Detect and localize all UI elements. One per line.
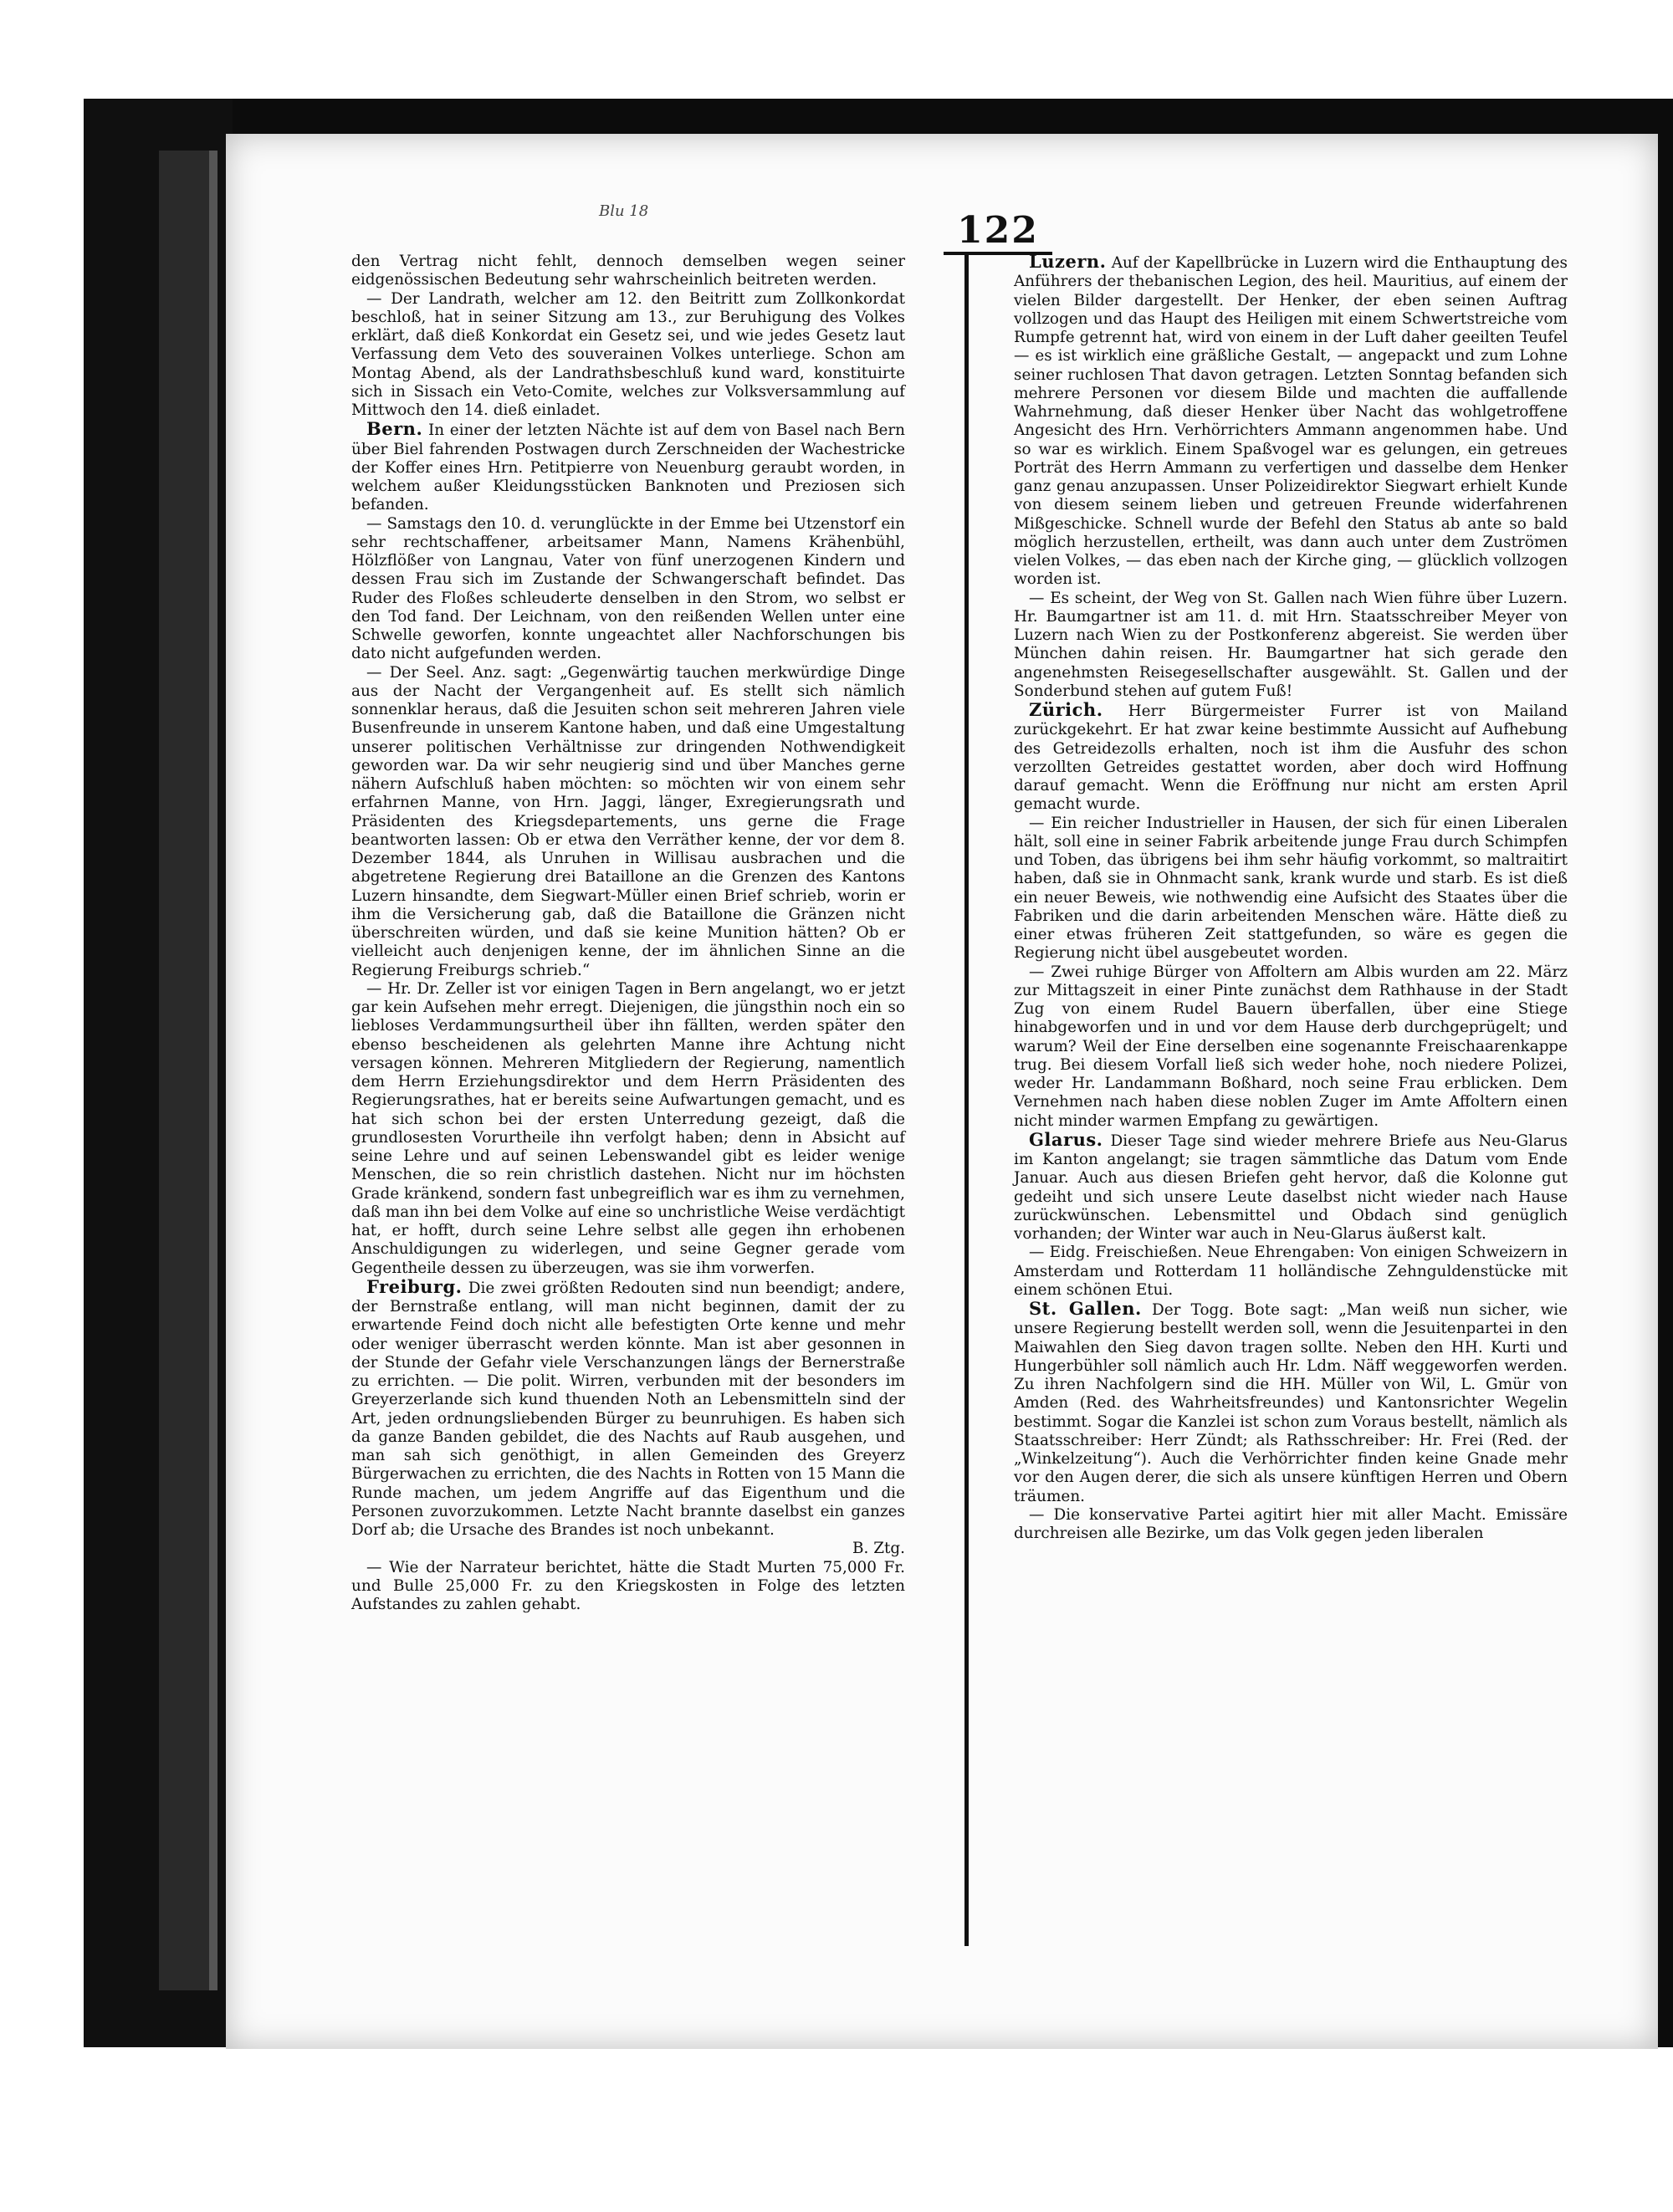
article-text: Dieser Tage sind wieder mehrere Briefe aus Neu-Glarus im Kanton angelangt; sie tragen sämmtliche das Datum vom Ende Januar. Auch aus diesen Briefen geht hervor, daß die Kolonne gut gedeiht und sich unsere Leute daselbst nicht wieder nach Hause zurückwünschen. Lebensmittel und Obdach sind genüglich vorhanden; der Winter war auch in Neu-Glarus äußerst kalt. <box>1014 1132 1568 1243</box>
news-item <box>351 1559 905 1615</box>
article-text: Auf der Kapellbrücke in Luzern wird die Enthauptung des Anführers der thebanischen Legion, des heil. Mauritius, auf einem der vielen Bilder dargestellt. Der Henker, der eben seinen Auftrag vollzogen und das Haupt des Heiligen mit einem Schwertstreiche vom Rumpfe getrennt hat, wird von einem in der Luft daher geeilten Teufel — es ist wirklich eine gräßliche Gestalt, — angepackt und zum Lohne seiner ruchlosen That davon getragen. Letzten Sonntag befanden sich mehrere Personen vor diesem Bilde und machten die auffallende Wahrnehmung, daß dieser Henker über Nacht das wohlgetroffene Angesicht des Hrn. Verhörrichters Ammann angenommen habe. Und so war es wirklich. Einem Spaßvogel war es gelungen, ein getreues Porträt des Herrn Ammann zu verfertigen und dasselbe dem Henker ganz genau anzupassen. Unser Polizeidirektor Siegwart erhielt Kunde von diesem seinem lieben und getreuen Freunde widerfahrenen Mißgeschicke. Schnell wurde der Befehl den Status ab ante so bald möglich herzustellen, ertheilt, was dann auch unter dem Zuströmen vielen Volkes, — das eben nach der Kirche ging, — glücklich vollzogen worden ist. <box>1014 254 1568 589</box>
news-item <box>1014 963 1568 1131</box>
article-text: — Es scheint, der Weg von St. Gallen nach Wien führe über Luzern. Hr. Baumgartner ist am 11. d. mit Hrn. Staatsschreiber Meyer von Luzern nach Wien zu der Postkonferenz abgereist. Sie werden über München dahin reisen. Hr. Baumgartner hat sich gerade den angenehmsten Reisegesellschafter ausgewählt. St. Gallen und der Sonderbund stehen auf gutem Fuß! <box>1014 589 1568 700</box>
news-item <box>1014 1506 1568 1544</box>
news-item <box>351 515 905 664</box>
place-heading: Glarus. <box>1029 1128 1103 1150</box>
news-item-dateline <box>1014 1300 1568 1506</box>
news-item <box>1014 590 1568 702</box>
book-edge <box>159 151 217 1990</box>
article-text: Herr Bürgermeister Furrer ist von Mailand zurückgekehrt. Er hat zwar keine bestimmte Aussicht auf Aufhebung des Getreidezolls erhalten, noch ist ihm die Ausfuhr des schon verzollten Getreides gestattet worden, aber doch wird Hoffnung darauf gemacht. Wenn die Eröffnung nur nicht am ersten April gemacht wurde. <box>1014 702 1568 814</box>
news-item <box>351 290 905 421</box>
news-item-dateline <box>1014 1128 1568 1244</box>
news-item-dateline <box>351 1275 905 1540</box>
scan-border-right <box>1658 99 1673 2047</box>
article-text: — Hr. Dr. Zeller ist vor einigen Tagen in Bern angelangt, wo er jetzt gar kein Aufsehen mehr erregt. Diejenigen, die jüngsthin noch ein so liebloses Verdammungsurtheil über ihn fällten, werden später den ebenso bescheidenen als gelehrten Manne ihre Achtung nicht versagen können. Mehreren Mitgliedern der Regierung, namentlich dem Herrn Erziehungsdirektor und dem Herrn Präsidenten des Regierungsrathes, hat er bereits seine Aufwartungen gemacht, und es hat sich schon bei der ersten Unterredung gezeigt, daß die grundlosesten Vorurtheile ihn verfolgt haben; denn in Absicht auf seine Lehre und auf seinen Lebenswandel gibt es leider wenige Menschen, die so rein christlich dastehen. Nicht nur im höchsten Grade kränkend, sondern fast unbegreiflich war es ihm zu vernehmen, daß man ihn bei dem Volke auf eine so unchristliche Weise verdächtigt hat, er hofft, durch seine Lehre selbst alle gegen ihn erhobenen Anschuldigungen zu widerlegen, und seine Gegner gerade vom Gegentheile dessen zu überzeugen, was sie ihm vorwerfen. <box>351 979 905 1277</box>
article-text: den Vertrag nicht fehlt, dennoch demselben wegen seiner eidgenössischen Bedeutung sehr wahrscheinlich beitreten werden. <box>351 253 905 289</box>
article-text: Die zwei größten Redouten sind nun beendigt; andere, der Bernstraße entlang, will man nicht beginnen, damit der zu erwartende Feind doch nicht alle befestigten Orte kenne und mehr oder weniger überrascht werden könnte. Man ist aber gesonnen in der Stunde der Gefahr viele Verschanzungen längs der Bernerstraße zu errichten. — Die polit. Wirren, verbunden mit der besonders im Greyerzerlande sich kund thuenden Noth an Lebensmitteln sind der Art, jeden ordnungsliebenden Bürger zu beunruhigen. Es haben sich da ganze Banden gebildet, die des Nachts auf Raub ausgehen, und man sah sich genöthigt, in allen Gemeinden des Greyerz Bürgerwachen zu errichten, die des Nachts in Rotten von 15 Mann die Runde machen, um jedem Angriffe auf das Eigenthum und die Personen zuvorzukommen. Letzte Nacht brannte daselbst ein ganzes Dorf ab; die Ursache des Brandes ist noch unbekannt. <box>351 1279 905 1539</box>
place-heading: Bern. <box>366 418 423 440</box>
article-text: Der Togg. Bote sagt: „Man weiß nun sicher, wie unsere Regierung bestellt werden soll, wenn die Jesuitenpartei in den Maiwahlen den Sieg davon tragen sollte. Neben den HH. Kurti und Hungerbühler soll nämlich auch Hr. Ldm. Näff weggeworfen werden. Zu ihren Nachfolgern sind die HH. Müller von Wil, L. Gmür von Amden (Red. des Wahrheitsfreundes) und Kantonsrichter Wegelin bestimmt. Sogar die Kanzlei ist schon zum Voraus bestellt, nämlich als Staatsschreiber: Herr Zündt; als Rathsschreiber: Hr. Frei (Red. der „Winkelzeitung“). Auch die Verhörrichter finden keine Gnade mehr vor den Augen derer, die sich als unsere künftigen Herren und Obern träumen. <box>1014 1301 1568 1505</box>
place-heading: Zürich. <box>1029 699 1103 720</box>
right-column <box>1014 253 1568 1543</box>
article-text: — Der Landrath, welcher am 12. den Beitritt zum Zollkonkordat beschloß, hat in seiner Sitzung am 13., zur Beruhigung des Volkes erklärt, daß dieß Konkordat ein Gesetz sei, und wie jedes Gesetz laut Verfassung dem Veto des souverainen Volkes unterliege. Schon am Montag Abend, als der Landrathsbeschluß kund ward, konstituirte sich in Sissach ein Veto-Comite, welches zur Volksversammlung auf Mittwoch den 14. dieß einladet. <box>351 289 905 419</box>
article-text: — Ein reicher Industrieller in Hausen, der sich für einen Liberalen hält, soll eine in seiner Fabrik arbeitende junge Frau durch Schimpfen und Toben, das übrigens bei ihm sehr häufig vorkommt, so maltraitirt haben, daß sie in Ohnmacht sank, krank wurde und starb. Es ist dieß ein neuer Beweis, wie nothwendig eine Aufsicht des Staates über die Fabriken und die darin arbeitenden Menschen wäre. Hätte dieß zu einer etwas früheren Zeit stattgefunden, so wäre es gegen die Regierung nicht übel ausgebeutet worden. <box>1014 814 1568 963</box>
news-item <box>351 980 905 1278</box>
news-item-dateline <box>1014 253 1568 590</box>
news-item <box>1014 1244 1568 1300</box>
news-item <box>1014 815 1568 963</box>
article-text: — Die konservative Partei agitirt hier mit aller Macht. Emissäre durchreisen alle Bezirke, um das Volk gegen jeden liberalen <box>1014 1505 1568 1542</box>
scan-border-top <box>84 99 1673 137</box>
handwritten-note: Blu 18 <box>599 202 649 220</box>
article-text: In einer der letzten Nächte ist auf dem von Basel nach Bern über Biel fahrenden Postwagen durch Zerschneiden der Wachestricke der Koffer eines Hrn. Petitpierre von Neuenburg geraubt worden, in welchem außer Kleidungsstücken Banknoten und Preziosen sich befanden. <box>351 421 905 514</box>
news-item-dateline <box>351 420 905 514</box>
news-item-dateline <box>1014 701 1568 815</box>
article-text: — Samstags den 10. d. verunglückte in der Emme bei Utzenstorf ein sehr rechtschaffener, arbeitsamer Mann, Namens Krähenbühl, Hölzflößer von Langnau, Vater von fünf unerzogenen Kindern und dessen Frau sich im Zustande der Schwangerschaft befindet. Das Ruder des Floßes schleuderte denselben in den Strom, wo selbst er den Tod fand. Der Leichnam, von den reißenden Wellen unter eine Schwelle geworfen, konnte ungeachtet aller Nachforschungen bis dato nicht aufgefunden werden. <box>351 514 905 663</box>
article-text: — Der Seel. Anz. sagt: „Gegenwärtig tauchen merkwürdige Dinge aus der Nacht der Vergangenheit auf. Es stellt sich nämlich sonnenklar heraus, daß die Jesuiten schon seit mehreren Jahren viele Busenfreunde in unserem Kantone haben, und daß eine Umgestaltung unserer politischen Verhältnisse zur dringenden Nothwendigkeit geworden war. Da wir sehr neugierig sind und über Manches gerne nähern Aufschluß haben möchten: so möchten wir von einem sehr erfahrnen Manne, von Hrn. Jaggi, länger, Exregierungsrath und Präsidenten des Kriegsdepartements, uns gerne die Frage beantworten lassen: Ob er etwa den Verräther kenne, der vor dem 8. Dezember 1844, als Unruhen in Willisau ausbrachen und die abgetretene Regierung drei Bataillone an die Grenzen des Kantons Luzern hinsandte, dem Siegwart-Müller einen Brief schrieb, worin er ihm die Versicherung gab, daß die Bataillone die Gränzen nicht überschreiten würden, und daß sie keine Munition hätten? Ob er vielleicht auch denjenigen kenne, der im ähnlichen Sinne an die Regierung Freiburgs schrieb.“ <box>351 663 905 979</box>
column-rule <box>964 253 969 1946</box>
page-number: 122 <box>944 209 1052 255</box>
news-item <box>351 664 905 980</box>
article-text: — Eidg. Freischießen. Neue Ehrengaben: Von einigen Schweizern in Amsterdam und Rotterdam 11 holländische Zehnguldenstücke mit einem schönen Etui. <box>1014 1244 1568 1299</box>
article-text: — Wie der Narrateur berichtet, hätte die Stadt Murten 75,000 Fr. und Bulle 25,000 Fr. zu den Kriegskosten in Folge des letzten Aufstandes zu zahlen gehabt. <box>351 1558 905 1613</box>
place-heading: Freiburg. <box>366 1275 463 1297</box>
source-attribution: B. Ztg. <box>852 1540 905 1558</box>
place-heading: Luzern. <box>1029 251 1107 272</box>
left-column <box>351 253 905 1614</box>
article-text: — Zwei ruhige Bürger von Affoltern am Albis wurden am 22. März zur Mittagszeit in einer Pinte zunächst dem Rathhause in der Stadt Zug von einem Rudel Bauern überfallen, über eine Stiege hinabgeworfen und in und vor dem Hause derb durchgeprügelt; und warum? Weil der Eine derselben eine sogenannte Freischaarenkappe trug. Bei diesem Vorfall ließ sich weder hohe, noch niedere Polizei, weder Hr. Landammann Boßhard, noch seine Frau erblicken. Dem Vernehmen nach haben diese noblen Zuger im Amte Affoltern einen nicht minder warmen Empfang zu gewärtigen. <box>1014 963 1568 1130</box>
news-item <box>351 253 905 290</box>
place-heading: St. Gallen. <box>1029 1298 1142 1319</box>
